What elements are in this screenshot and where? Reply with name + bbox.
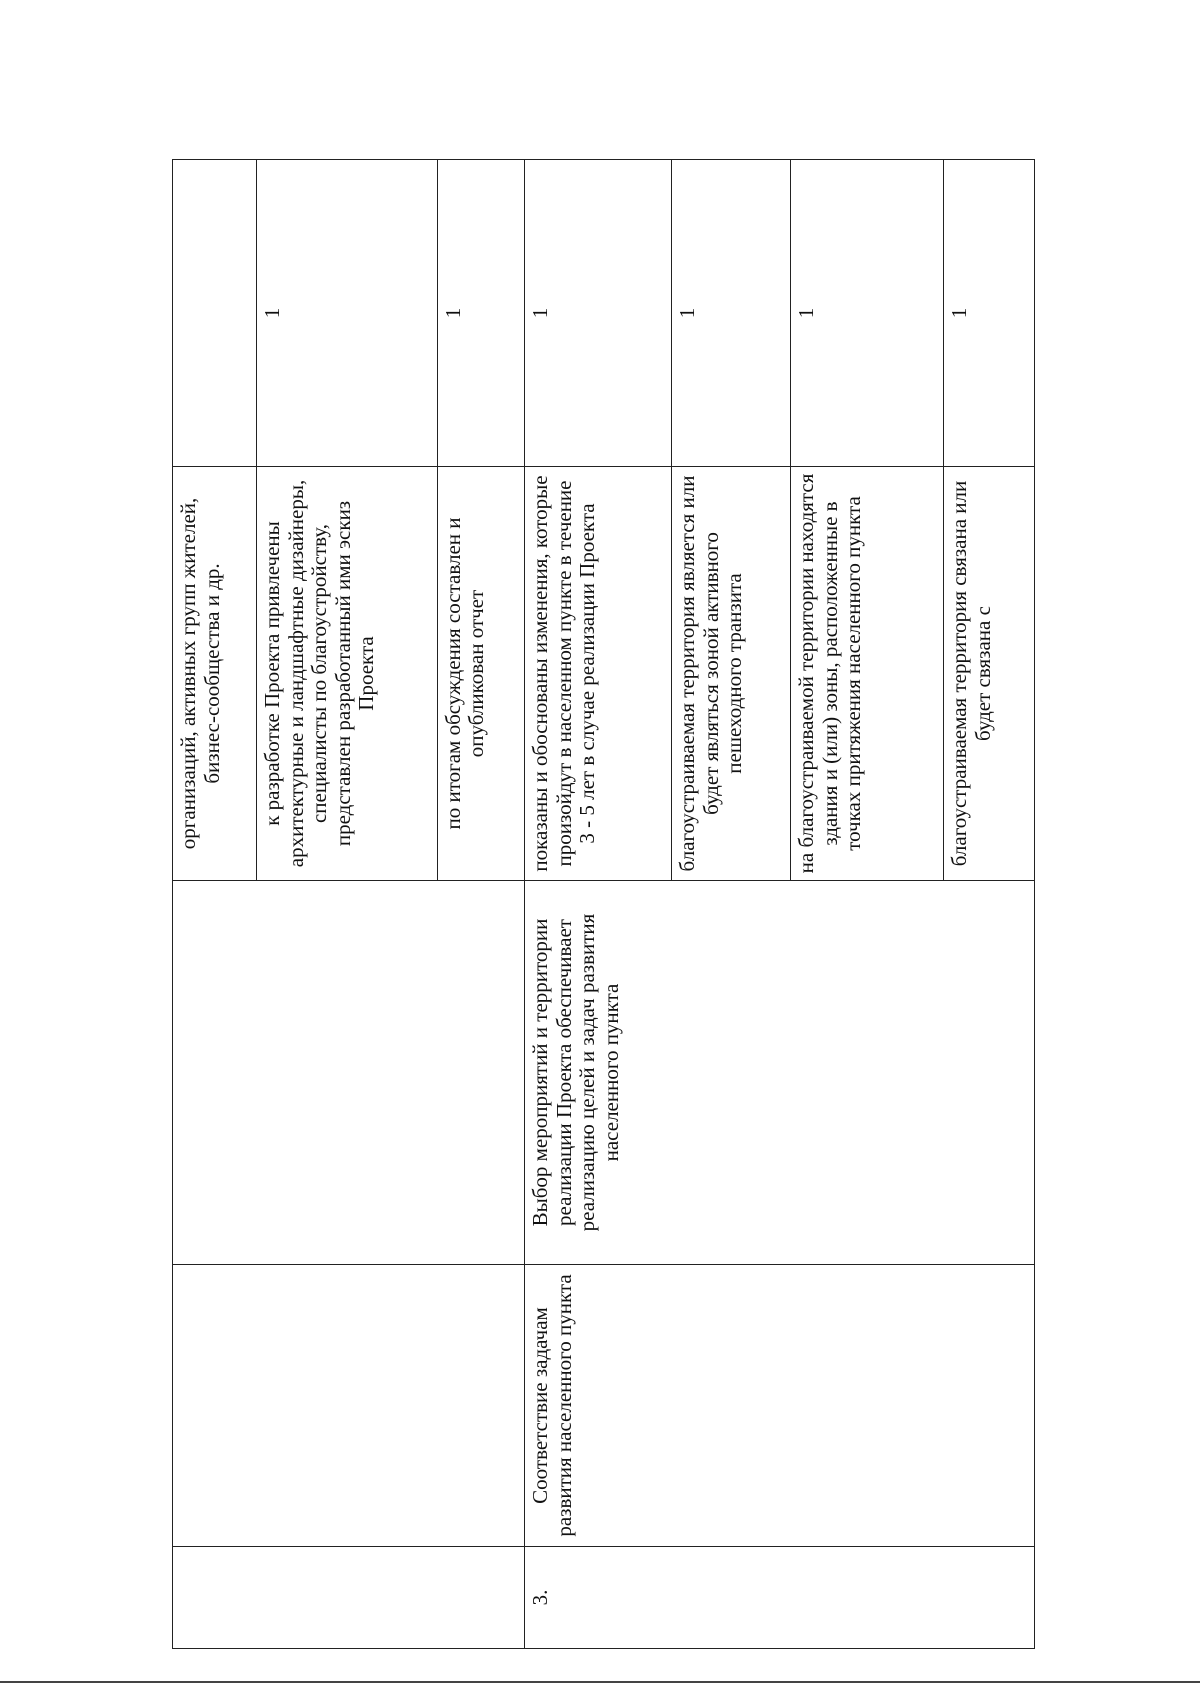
- score-cell: 1: [791, 160, 944, 467]
- row-number-cell: [173, 1547, 525, 1649]
- score-cell: 1: [525, 160, 672, 467]
- table-row: [525, 160, 672, 1649]
- score-cell: [173, 160, 257, 467]
- scan-edge-line: [0, 1681, 1200, 1683]
- indicator-cell: благоустраиваемая территория связана или будет связана с: [944, 467, 1035, 881]
- criteria-table: [172, 159, 1035, 1649]
- indicator-cell: к разработке Проекта привлечены архитектурные и ландшафтные дизайнеры, специалисты по благоустройству, представлен разработанный ими эскиз Проекта: [257, 467, 438, 881]
- indicator-cell: благоустраиваемая территория является или будет являться зоной активного пешеходного транзита: [672, 467, 791, 881]
- indicator-cell: по итогам обсуждения составлен и опубликован отчет: [437, 467, 524, 881]
- indicator-cell: показаны и обоснованы изменения, которые произойдут в населенном пункте в течение 3 - 5 лет в случае реализации Проекта: [525, 467, 672, 881]
- score-cell: 1: [672, 160, 791, 467]
- description-cell: Выбор мероприятий и территории реализации Проекта обеспечивает реализацию целей и задач развития населенного пункта: [525, 881, 1035, 1265]
- description-cell: [173, 881, 525, 1265]
- criterion-cell: Соответствие задачам развития населенного пункта: [525, 1265, 1035, 1547]
- criterion-cell: [173, 1265, 525, 1547]
- score-cell: 1: [257, 160, 438, 467]
- score-cell: 1: [437, 160, 524, 467]
- score-cell: 1: [944, 160, 1035, 467]
- row-number-cell: 3.: [525, 1547, 1035, 1649]
- indicator-cell: организаций, активных групп жителей, бизнес-сообщества и др.: [173, 467, 257, 881]
- table-row: [173, 160, 257, 1649]
- indicator-cell: на благоустраиваемой территории находятся здания и (или) зоны, расположенные в точках притяжения населенного пункта: [791, 467, 944, 881]
- rotated-page: [172, 160, 1035, 1649]
